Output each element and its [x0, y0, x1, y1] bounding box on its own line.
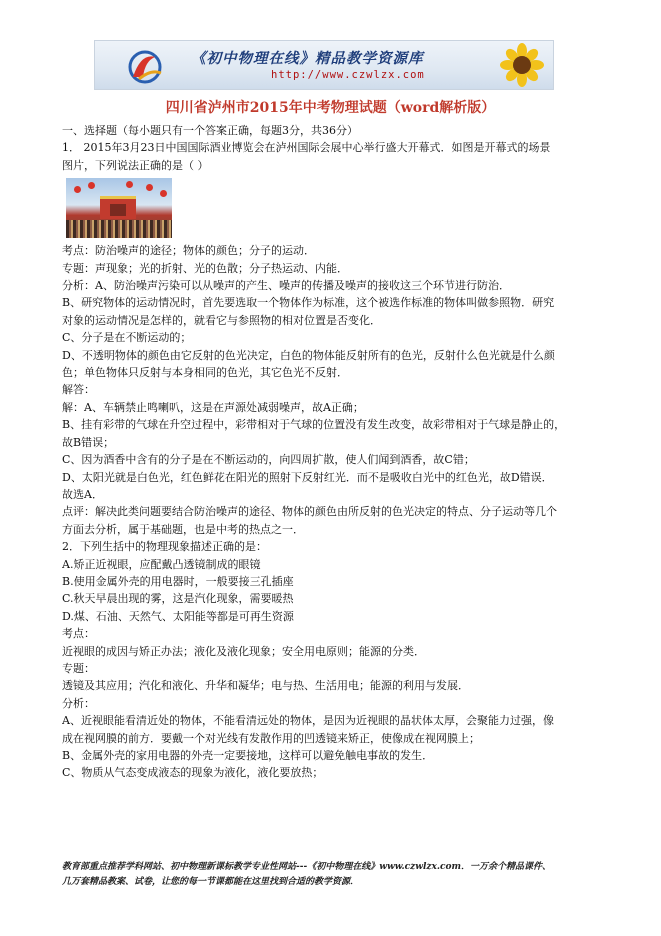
text-line: 故B错误；	[62, 435, 115, 449]
text-line: 透镜及其应用；汽化和液化、升华和凝华；电与热、生活用电；能源的利用与发展．	[62, 679, 469, 693]
sunflower-icon	[497, 43, 547, 87]
site-logo-icon	[125, 47, 165, 85]
footer-line-2: 几万套精品教案、试卷，让您的每一节课都能在这里找到合适的教学资源．	[62, 877, 360, 887]
document-body	[62, 122, 602, 782]
text-line: D.煤、石油、天然气、太阳能等都是可再生资源	[62, 609, 294, 623]
text-line: 考点：防治噪声的途径；物体的颜色；分子的运动．	[62, 244, 315, 258]
text-line: 分析：	[62, 696, 95, 710]
text-line: 解：A、车辆禁止鸣喇叭，这是在声源处减弱噪声，故A正确；	[62, 400, 364, 414]
text-line: C、因为酒香中含有的分子是在不断运动的，向四周扩散，使人们闻到酒香，故C错；	[62, 453, 475, 467]
question-1-intro	[62, 122, 602, 174]
text-line: 专题：声现象；光的折射、光的色散；分子热运动、内能．	[62, 261, 348, 275]
text-line: B、研究物体的运动情况时，首先要选取一个物体作为标准，这个被选作标准的物体叫做参照物．研究	[62, 296, 555, 310]
banner-url[interactable]: http://www.czwlzx.com	[271, 69, 425, 81]
answer-analysis	[62, 242, 602, 782]
text-line: D、太阳光就是白色光，红色鲜花在阳光的照射下反射红光．而不是吸收白光中的红色光，故D错误．	[62, 470, 553, 484]
text-line: 近视眼的成因与矫正办法；液化及液化现象；安全用电原则；能源的分类．	[62, 644, 425, 658]
text-line: C、物质从气态变成液态的现象为液化，液化要放热；	[62, 766, 324, 780]
text-line: 分析：A、防治噪声污染可以从噪声的产生、噪声的传播及噪声的接收这三个环节进行防治．	[62, 279, 510, 293]
text-line: B、挂有彩带的气球在升空过程中，彩带相对于气球的位置没有发生改变，故彩带相对于气球是静止的，	[62, 418, 566, 432]
footer-line-1: 教育部重点推荐学科网站、初中物理新课标教学专业性网站---《初中物理在线》www.czwlzx.com．一万余个精品课件、	[62, 862, 552, 872]
text-line: D、不透明物体的颜色由它反射的色光决定，白色的物体能反射所有的色光，反射什么色光就是什么颜	[62, 348, 555, 362]
text-line: 1． 2015年3月23日中国国际酒业博览会在泸州国际会展中心举行盛大开幕式．如图是开幕式的场景	[62, 141, 551, 155]
banner-title: 《初中物理在线》精品教学资源库	[191, 50, 424, 67]
page-footer	[62, 860, 602, 890]
text-line: B、金属外壳的家用电器的外壳一定要接地，这样可以避免触电事故的发生．	[62, 749, 434, 762]
text-line: B.使用金属外壳的用电器时，一般要接三孔插座	[62, 574, 294, 588]
text-line: 故选A．	[62, 487, 103, 501]
text-line: 解答：	[62, 383, 95, 397]
header-banner	[94, 40, 554, 90]
text-line: 成在视网膜的前方．要戴一个对光线有发散作用的凹透镜来矫正，使像成在视网膜上；	[62, 731, 480, 745]
text-line: 对象的运动情况是怎样的，就看它与参照物的相对位置是否变化．	[62, 313, 381, 327]
text-line: C、分子是在不断运动的；	[62, 331, 192, 345]
text-line: 2．下列生括中的物理现象描述正确的是：	[62, 540, 267, 554]
document-title: 四川省泸州市2015年中考物理试题（word解析版）	[165, 100, 496, 116]
text-line: A、近视眼能看清近处的物体，不能看清远处的物体，是因为近视眼的晶状体太厚，会聚能力过强，像	[62, 714, 554, 728]
opening-ceremony-photo	[66, 178, 172, 238]
text-line: 点评：解决此类问题要结合防治噪声的途径、物体的颜色由所反射的色光决定的特点、分子运动等几个	[62, 505, 557, 519]
text-line: 一、选择题（每小题只有一个答案正确，每题3分，共36分）	[62, 124, 358, 137]
text-line: 考点：	[62, 627, 95, 641]
text-line: A.矫正近视眼，应配戴凸透镜制成的眼镜	[62, 557, 261, 571]
text-line: 方面去分析，属于基础题，也是中考的热点之一．	[62, 522, 304, 536]
text-line: C.秋天早晨出现的雾，这是汽化现象，需要暖热	[62, 592, 294, 606]
text-line: 图片，下列说法正确的是（ ）	[62, 158, 209, 172]
text-line: 色；单色物体只反射与本身相同的色光，其它色光不反射．	[62, 366, 348, 380]
text-line: 专题：	[62, 661, 95, 675]
